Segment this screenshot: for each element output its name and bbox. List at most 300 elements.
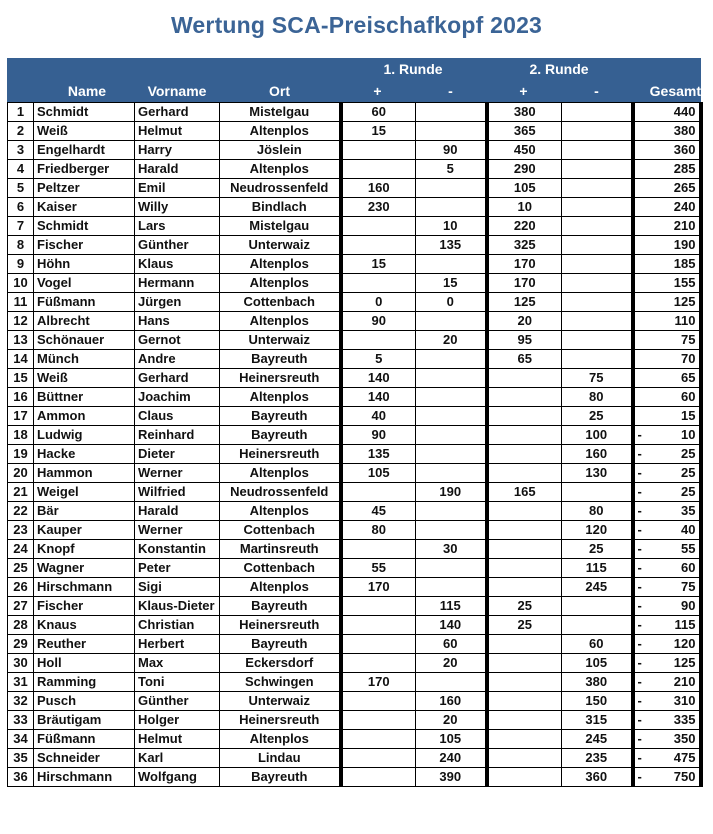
- negative-sign: -: [637, 693, 642, 708]
- round1-plus-cell: 105: [341, 464, 416, 483]
- round2-minus-cell: 60: [562, 635, 633, 654]
- total-cell: [633, 141, 701, 160]
- ort-cell: Heinersreuth: [220, 711, 341, 730]
- table-row: [8, 578, 701, 597]
- name-cell: Albrecht: [34, 312, 135, 331]
- table-row: [8, 559, 701, 578]
- total-cell: [633, 179, 701, 198]
- round1-plus-cell: 55: [341, 559, 416, 578]
- round2-plus-cell: [487, 768, 562, 787]
- ort-cell: Bayreuth: [220, 426, 341, 445]
- total-value: 120: [673, 636, 696, 651]
- rank-cell: 18: [8, 426, 34, 445]
- total-value: 380: [673, 123, 696, 138]
- ort-cell: Bayreuth: [220, 597, 341, 616]
- name-cell: Füßmann: [34, 293, 135, 312]
- round1-plus-cell: [341, 160, 416, 179]
- total-value: 350: [673, 731, 696, 746]
- vorname-cell: Harry: [135, 141, 220, 160]
- ort-cell: Bayreuth: [220, 407, 341, 426]
- negative-sign: -: [637, 560, 642, 575]
- table-row: [8, 141, 701, 160]
- ort-cell: Bayreuth: [220, 350, 341, 369]
- round2-plus-cell: [487, 635, 562, 654]
- negative-sign: -: [637, 598, 642, 613]
- round2-plus-cell: [487, 407, 562, 426]
- rank-cell: 24: [8, 540, 34, 559]
- rank-cell: 15: [8, 369, 34, 388]
- round2-plus-cell: 170: [487, 274, 562, 293]
- total-value: 60: [681, 560, 696, 575]
- round2-plus-cell: [487, 749, 562, 768]
- results-table: [7, 102, 703, 787]
- vorname-cell: Joachim: [135, 388, 220, 407]
- round2-minus-cell: [562, 255, 633, 274]
- round2-plus-cell: 165: [487, 483, 562, 502]
- ort-cell: Heinersreuth: [220, 616, 341, 635]
- table-row: [8, 160, 701, 179]
- total-cell: [633, 673, 701, 692]
- round1-minus-cell: [416, 103, 487, 122]
- round2-plus-cell: [487, 673, 562, 692]
- rank-cell: 7: [8, 217, 34, 236]
- total-cell: [633, 730, 701, 749]
- round1-plus-cell: 135: [341, 445, 416, 464]
- round1-plus-cell: 170: [341, 578, 416, 597]
- ort-cell: Bayreuth: [220, 768, 341, 787]
- name-cell: Knaus: [34, 616, 135, 635]
- vorname-cell: Dieter: [135, 445, 220, 464]
- header-r1-minus: -: [448, 83, 453, 99]
- round2-plus-cell: 365: [487, 122, 562, 141]
- vorname-cell: Helmut: [135, 122, 220, 141]
- total-value: 210: [673, 674, 696, 689]
- round1-minus-cell: 160: [416, 692, 487, 711]
- round2-minus-cell: [562, 236, 633, 255]
- round2-plus-cell: 25: [487, 616, 562, 635]
- round2-minus-cell: 25: [562, 407, 633, 426]
- round1-minus-cell: 190: [416, 483, 487, 502]
- table-row: [8, 407, 701, 426]
- total-value: 75: [681, 579, 696, 594]
- table-row: [8, 521, 701, 540]
- round2-minus-cell: [562, 160, 633, 179]
- table-row: [8, 711, 701, 730]
- ort-cell: Schwingen: [220, 673, 341, 692]
- total-value: 65: [681, 370, 696, 385]
- round1-plus-cell: 0: [341, 293, 416, 312]
- round2-minus-cell: [562, 122, 633, 141]
- round1-plus-cell: 40: [341, 407, 416, 426]
- negative-sign: -: [637, 541, 642, 556]
- round1-minus-cell: 140: [416, 616, 487, 635]
- round1-minus-cell: [416, 464, 487, 483]
- round1-plus-cell: 15: [341, 255, 416, 274]
- name-cell: Knopf: [34, 540, 135, 559]
- name-cell: Ammon: [34, 407, 135, 426]
- ort-cell: Mistelgau: [220, 103, 341, 122]
- round2-plus-cell: 65: [487, 350, 562, 369]
- rank-cell: 25: [8, 559, 34, 578]
- vorname-cell: Werner: [135, 464, 220, 483]
- round2-minus-cell: 80: [562, 388, 633, 407]
- round1-plus-cell: 160: [341, 179, 416, 198]
- total-value: 440: [673, 104, 696, 119]
- round1-plus-cell: [341, 692, 416, 711]
- round2-plus-cell: [487, 502, 562, 521]
- round1-plus-cell: [341, 711, 416, 730]
- round1-plus-cell: [341, 141, 416, 160]
- vorname-cell: Toni: [135, 673, 220, 692]
- ort-cell: Altenplos: [220, 502, 341, 521]
- round2-plus-cell: [487, 540, 562, 559]
- name-cell: Friedberger: [34, 160, 135, 179]
- vorname-cell: Max: [135, 654, 220, 673]
- round2-minus-cell: [562, 179, 633, 198]
- vorname-cell: Herbert: [135, 635, 220, 654]
- round2-plus-cell: 170: [487, 255, 562, 274]
- round1-minus-cell: [416, 426, 487, 445]
- table-row: [8, 635, 701, 654]
- name-cell: Höhn: [34, 255, 135, 274]
- round2-minus-cell: [562, 616, 633, 635]
- vorname-cell: Karl: [135, 749, 220, 768]
- rank-cell: 31: [8, 673, 34, 692]
- vorname-cell: Andre: [135, 350, 220, 369]
- table-row: [8, 426, 701, 445]
- table-row: [8, 312, 701, 331]
- round1-minus-cell: 0: [416, 293, 487, 312]
- vorname-cell: Jürgen: [135, 293, 220, 312]
- ort-cell: Neudrossenfeld: [220, 483, 341, 502]
- round1-plus-cell: [341, 654, 416, 673]
- total-value: 115: [674, 617, 696, 632]
- table-row: [8, 369, 701, 388]
- ort-cell: Lindau: [220, 749, 341, 768]
- ort-cell: Jöslein: [220, 141, 341, 160]
- ort-cell: Cottenbach: [220, 521, 341, 540]
- page-title: Wertung SCA-Preischafkopf 2023: [170, 12, 543, 38]
- table-row: [8, 388, 701, 407]
- round2-plus-cell: 380: [487, 103, 562, 122]
- round1-plus-cell: [341, 749, 416, 768]
- round2-minus-cell: [562, 274, 633, 293]
- round1-minus-cell: 20: [416, 331, 487, 350]
- ort-cell: Altenplos: [220, 122, 341, 141]
- table-row: [8, 255, 701, 274]
- table-row: [8, 293, 701, 312]
- round1-minus-cell: [416, 521, 487, 540]
- round2-minus-cell: 160: [562, 445, 633, 464]
- rank-cell: 32: [8, 692, 34, 711]
- rank-cell: 16: [8, 388, 34, 407]
- round1-minus-cell: [416, 369, 487, 388]
- total-cell: [633, 578, 701, 597]
- table-row: [8, 730, 701, 749]
- total-cell: [633, 236, 701, 255]
- total-value: 15: [681, 408, 696, 423]
- header-name: Name: [67, 83, 107, 99]
- round1-plus-cell: [341, 540, 416, 559]
- ort-cell: Altenplos: [220, 160, 341, 179]
- vorname-cell: Sigi: [135, 578, 220, 597]
- ort-cell: Altenplos: [220, 312, 341, 331]
- header-round1: 1. Runde: [383, 61, 443, 77]
- vorname-cell: Günther: [135, 236, 220, 255]
- total-cell: [633, 635, 701, 654]
- round2-minus-cell: [562, 312, 633, 331]
- rank-cell: 4: [8, 160, 34, 179]
- table-row: [8, 502, 701, 521]
- total-cell: [633, 692, 701, 711]
- vorname-cell: Günther: [135, 692, 220, 711]
- total-value: 25: [681, 465, 696, 480]
- rank-cell: 22: [8, 502, 34, 521]
- table-row: [8, 616, 701, 635]
- negative-sign: -: [637, 712, 642, 727]
- name-cell: Weiß: [34, 369, 135, 388]
- round2-minus-cell: [562, 350, 633, 369]
- round2-plus-cell: 325: [487, 236, 562, 255]
- total-value: 335: [673, 712, 696, 727]
- ort-cell: Heinersreuth: [220, 445, 341, 464]
- table-row: [8, 654, 701, 673]
- total-cell: [633, 274, 701, 293]
- total-value: 60: [681, 389, 696, 404]
- name-cell: Schmidt: [34, 217, 135, 236]
- round2-plus-cell: 450: [487, 141, 562, 160]
- name-cell: Bär: [34, 502, 135, 521]
- rank-cell: 27: [8, 597, 34, 616]
- rank-cell: 6: [8, 198, 34, 217]
- round2-minus-cell: 130: [562, 464, 633, 483]
- rank-cell: 11: [8, 293, 34, 312]
- total-value: 125: [673, 294, 696, 309]
- vorname-cell: Werner: [135, 521, 220, 540]
- total-value: 90: [681, 598, 696, 613]
- vorname-cell: Helmut: [135, 730, 220, 749]
- round2-plus-cell: [487, 445, 562, 464]
- total-cell: [633, 312, 701, 331]
- vorname-cell: Wilfried: [135, 483, 220, 502]
- rank-cell: 36: [8, 768, 34, 787]
- table-row: [8, 692, 701, 711]
- table-row: [8, 445, 701, 464]
- vorname-cell: Harald: [135, 160, 220, 179]
- round2-minus-cell: 80: [562, 502, 633, 521]
- rank-cell: 29: [8, 635, 34, 654]
- round1-plus-cell: 45: [341, 502, 416, 521]
- negative-sign: -: [637, 655, 642, 670]
- rank-cell: 30: [8, 654, 34, 673]
- total-cell: [633, 369, 701, 388]
- round1-plus-cell: 15: [341, 122, 416, 141]
- round2-minus-cell: 75: [562, 369, 633, 388]
- round2-plus-cell: 290: [487, 160, 562, 179]
- total-value: 210: [673, 218, 696, 233]
- table-row: [8, 274, 701, 293]
- round1-plus-cell: 90: [341, 426, 416, 445]
- round2-minus-cell: 25: [562, 540, 633, 559]
- round2-minus-cell: [562, 103, 633, 122]
- ort-cell: Altenplos: [220, 255, 341, 274]
- total-cell: [633, 540, 701, 559]
- round2-plus-cell: [487, 692, 562, 711]
- rank-cell: 12: [8, 312, 34, 331]
- vorname-cell: Willy: [135, 198, 220, 217]
- round1-minus-cell: [416, 179, 487, 198]
- round2-plus-cell: 10: [487, 198, 562, 217]
- name-cell: Reuther: [34, 635, 135, 654]
- name-cell: Münch: [34, 350, 135, 369]
- total-cell: [633, 350, 701, 369]
- rank-cell: 13: [8, 331, 34, 350]
- round1-plus-cell: 170: [341, 673, 416, 692]
- negative-sign: -: [637, 522, 642, 537]
- round2-plus-cell: 95: [487, 331, 562, 350]
- total-value: 155: [673, 275, 696, 290]
- round2-plus-cell: [487, 388, 562, 407]
- round1-plus-cell: [341, 483, 416, 502]
- round2-minus-cell: 120: [562, 521, 633, 540]
- round1-minus-cell: [416, 407, 487, 426]
- round2-plus-cell: [487, 654, 562, 673]
- name-cell: Fischer: [34, 597, 135, 616]
- vorname-cell: Claus: [135, 407, 220, 426]
- ort-cell: Neudrossenfeld: [220, 179, 341, 198]
- round1-plus-cell: [341, 217, 416, 236]
- round2-plus-cell: [487, 521, 562, 540]
- vorname-cell: Klaus: [135, 255, 220, 274]
- table-row: [8, 540, 701, 559]
- ort-cell: Unterwaiz: [220, 236, 341, 255]
- round1-minus-cell: [416, 559, 487, 578]
- table-header: [7, 58, 701, 102]
- table-row: [8, 464, 701, 483]
- round2-minus-cell: 315: [562, 711, 633, 730]
- rank-cell: 5: [8, 179, 34, 198]
- table-row: [8, 217, 701, 236]
- table-row: [8, 179, 701, 198]
- round1-minus-cell: 240: [416, 749, 487, 768]
- negative-sign: -: [637, 484, 642, 499]
- total-cell: [633, 559, 701, 578]
- round2-minus-cell: 150: [562, 692, 633, 711]
- vorname-cell: Gerhard: [135, 369, 220, 388]
- round1-minus-cell: 5: [416, 160, 487, 179]
- round1-minus-cell: [416, 388, 487, 407]
- total-cell: [633, 768, 701, 787]
- round2-minus-cell: 105: [562, 654, 633, 673]
- rank-cell: 3: [8, 141, 34, 160]
- total-cell: [633, 483, 701, 502]
- total-cell: [633, 502, 701, 521]
- name-cell: Ramming: [34, 673, 135, 692]
- round2-plus-cell: [487, 426, 562, 445]
- round1-plus-cell: [341, 236, 416, 255]
- table-row: [8, 122, 701, 141]
- round1-plus-cell: 5: [341, 350, 416, 369]
- vorname-cell: Gernot: [135, 331, 220, 350]
- name-cell: Hirschmann: [34, 768, 135, 787]
- ort-cell: Altenplos: [220, 274, 341, 293]
- negative-sign: -: [637, 617, 642, 632]
- name-cell: Engelhardt: [34, 141, 135, 160]
- round2-minus-cell: [562, 293, 633, 312]
- round2-minus-cell: [562, 331, 633, 350]
- round1-minus-cell: 60: [416, 635, 487, 654]
- total-value: 190: [673, 237, 696, 252]
- round2-plus-cell: 125: [487, 293, 562, 312]
- table-row: [8, 331, 701, 350]
- rank-cell: 17: [8, 407, 34, 426]
- ort-cell: Altenplos: [220, 578, 341, 597]
- vorname-cell: Harald: [135, 502, 220, 521]
- total-cell: [633, 445, 701, 464]
- round1-plus-cell: [341, 730, 416, 749]
- rank-cell: 28: [8, 616, 34, 635]
- total-value: 285: [673, 161, 696, 176]
- rank-cell: 35: [8, 749, 34, 768]
- round2-minus-cell: 380: [562, 673, 633, 692]
- round1-plus-cell: [341, 616, 416, 635]
- rank-cell: 34: [8, 730, 34, 749]
- total-cell: [633, 407, 701, 426]
- header-r2-plus: +: [519, 83, 528, 99]
- ort-cell: Heinersreuth: [220, 369, 341, 388]
- name-cell: Büttner: [34, 388, 135, 407]
- name-cell: Peltzer: [34, 179, 135, 198]
- round1-plus-cell: [341, 597, 416, 616]
- total-cell: [633, 160, 701, 179]
- rank-cell: 21: [8, 483, 34, 502]
- round1-plus-cell: 80: [341, 521, 416, 540]
- round1-minus-cell: 105: [416, 730, 487, 749]
- round2-minus-cell: 245: [562, 578, 633, 597]
- total-cell: [633, 217, 701, 236]
- total-value: 265: [673, 180, 696, 195]
- total-cell: [633, 388, 701, 407]
- negative-sign: -: [637, 636, 642, 651]
- vorname-cell: Christian: [135, 616, 220, 635]
- round1-minus-cell: 10: [416, 217, 487, 236]
- round1-minus-cell: 115: [416, 597, 487, 616]
- total-value: 55: [681, 541, 696, 556]
- round2-plus-cell: [487, 730, 562, 749]
- name-cell: Vogel: [34, 274, 135, 293]
- ort-cell: Bayreuth: [220, 635, 341, 654]
- total-value: 310: [673, 693, 696, 708]
- round1-plus-cell: [341, 768, 416, 787]
- vorname-cell: Lars: [135, 217, 220, 236]
- round1-plus-cell: 230: [341, 198, 416, 217]
- total-value: 750: [673, 769, 696, 784]
- round1-minus-cell: [416, 198, 487, 217]
- ort-cell: Unterwaiz: [220, 692, 341, 711]
- negative-sign: -: [637, 674, 642, 689]
- ort-cell: Eckersdorf: [220, 654, 341, 673]
- table-row: [8, 749, 701, 768]
- total-cell: [633, 597, 701, 616]
- name-cell: Kauper: [34, 521, 135, 540]
- ort-cell: Cottenbach: [220, 293, 341, 312]
- total-value: 110: [674, 313, 696, 328]
- round2-minus-cell: 235: [562, 749, 633, 768]
- header-r1-plus: +: [373, 83, 382, 99]
- negative-sign: -: [637, 750, 642, 765]
- round1-plus-cell: 90: [341, 312, 416, 331]
- round2-minus-cell: [562, 597, 633, 616]
